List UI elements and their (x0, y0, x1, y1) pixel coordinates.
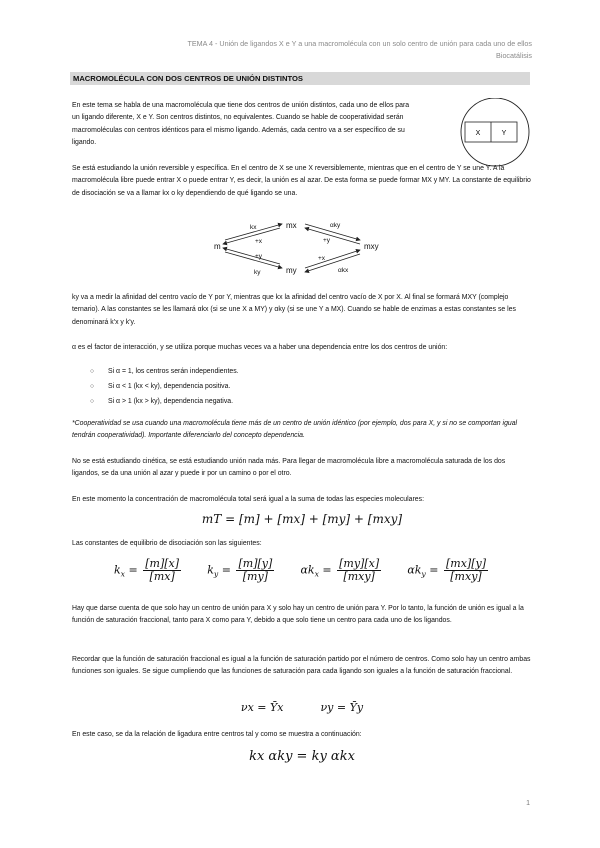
aky-numerator: [mx][y] (445, 557, 486, 570)
ky-numerator: [m][y] (238, 557, 273, 570)
kx-denominator: [mx] (149, 570, 175, 583)
kx-numerator: [m][x] (145, 557, 180, 570)
label-akx: αkx (338, 267, 349, 274)
macromolecule-circle (461, 98, 529, 166)
paragraph-fractional: Recordar que la función de saturación fraccional es igual a la función de saturación partido por el número de centros. Como solo hay un centro ambas funciones son iguales. Se sigue cumpliendo que las funciones de saturación para cada ligando son iguales a la función de saturación fraccional. (72, 656, 531, 676)
paragraph-linkage: En este caso, se da la relación de ligadura entre centros tal y como se muestra a continuación: (72, 731, 362, 738)
akx-numerator: [my][x] (339, 557, 380, 570)
paragraph-interaction-factor: α es el factor de interacción, y se utiliza porque muchas veces va a haber una dependencia entre los dos centros de unión: (72, 344, 448, 351)
equation-linkage: kx αky = ky αkx (249, 749, 355, 764)
paragraph-constants: ky va a medir la afinidad del centro vacío de Y por Y, mientras que kx la afinidad del centro vacío de X por X. Al final se formará MXY (complejo ternario). A las constantes se les llamará αkx (si se une X a MY) y αky (si se une Y a MX). Cuando se hable de enzimas a estas constantes se les denominará k'x y k'y. (72, 294, 516, 326)
label-aky: αky (330, 222, 341, 229)
paragraph-saturation: Hay que darse cuenta de que solo hay un centro de unión para X y solo hay un centro de unión para Y. Por lo tanto, la función de unión es igual a la función de saturación fraccional, tanto para X como para Y, debido a que solo tiene un centro para cada uno de los ligandos. (72, 605, 524, 625)
bullet-item: ○ Si α = 1, los centros serán independientes. (90, 368, 239, 375)
paragraph-kinetics: No se está estudiando cinética, se está estudiando unión nada más. Para llegar de macromolécula libre a macromolécula saturada de los dos ligandos, se da una unión al azar y puede ir por un camino o por el otro. (72, 458, 506, 478)
paragraph-total: En este momento la concentración de macromolécula total será igual a la suma de todas las especies moleculares: (72, 496, 424, 503)
bullet-item: ○ Si α > 1 (kx > ky), dependencia negativa. (90, 398, 234, 405)
label-plus-x-2: +x (318, 255, 326, 262)
bullet-item: ○ Si α < 1 (kx < ky), dependencia positiva. (90, 383, 231, 390)
species-mx: mx (286, 221, 297, 230)
akx-denominator: [mxy] (343, 570, 375, 583)
equation-total: mT = [m] + [mx] + [my] + [mxy] (201, 512, 403, 526)
section-title: MACROMOLÉCULA CON DOS CENTROS DE UNIÓN DISTINTOS (70, 72, 530, 85)
species-m: m (214, 242, 221, 251)
reaction-scheme (200, 212, 400, 282)
header-title: TEMA 4 - Unión de ligandos X e Y a una macromolécula con un solo centro de unión para cada uno de ellos (187, 39, 532, 48)
equation-vy: νy = Ȳy (320, 701, 364, 714)
cooperativity-note: *Cooperatividad se usa cuando una macromolécula tiene más de un centro de unión idéntico (por ejemplo, dos para X, y si no se comportan igual tendrán cooperatividad). Importante diferenciarlo del concepto dependencia. (72, 420, 518, 440)
equation-vx: νx = Ȳx (240, 701, 284, 714)
header-subject: Biocatálisis (496, 51, 532, 60)
equation-constants: $k_x$ = $\frac{[m][x]}{[mx]}$ $k_y$ = $\frac{[m][y]}{[my]}$ $\alpha k_x$ = $\frac{[my][x]}{\text{[mxy]}}$ $\alpha k_y$ = $\frac{[mx][y]}{\text{[mxy]}}$ (114, 557, 486, 583)
paragraph-dissociation: Las constantes de equilibrio de disociación son las siguientes: (72, 540, 262, 547)
label-plus-x-1: +x (255, 238, 263, 245)
site-y-label: Y (501, 130, 507, 137)
label-plus-y-2: +y (323, 237, 331, 244)
label-kx: kx (250, 224, 257, 231)
label-ky: ky (254, 269, 261, 276)
ky-denominator: [my] (242, 570, 268, 583)
equation-saturation (72, 701, 532, 714)
site-x-label: X (475, 130, 481, 137)
paragraph-intro: En este tema se habla de una macromolécula que tiene dos centros de unión distintos, cada uno de ellos para un ligando diferente, X e Y. Son centros distintos, no equivalentes. Cuando se hable de cooperatividad serán macromoléculas con centros idénticos para el mismo ligando. Además, cada centro va a ser específico de su ligando. (72, 102, 410, 147)
species-mxy: mxy (364, 242, 379, 251)
page-number: 1 (526, 800, 530, 807)
species-my: my (286, 266, 297, 275)
aky-denominator: [mxy] (450, 570, 482, 583)
paragraph-binding: Se está estudiando la unión reversible y específica. En el centro de X se une X reversiblemente, mientras que en el centro de Y se une Y. A la macromolécula libre puede entrar X o puede entrar Y, es decir, la unión es al azar. De esta forma se puede formar MX y MY. La constante de equilibrio de disociación se va a llamar kx o ky dependiendo de qué ligando se una. (72, 165, 531, 197)
label-plus-y-1: +y (255, 253, 263, 260)
macromolecule-diagram (450, 98, 540, 168)
